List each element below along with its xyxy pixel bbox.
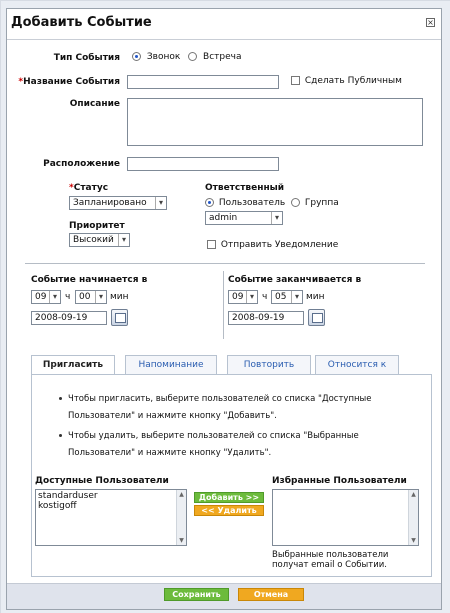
event-name-label: *Название События [18, 77, 120, 87]
description-label: Описание [69, 99, 120, 109]
chevron-down-icon: ▾ [118, 234, 129, 246]
start-hour-select[interactable] [31, 290, 61, 304]
radio-user[interactable] [205, 198, 214, 207]
responsible-user-select[interactable] [205, 211, 283, 225]
end-minute-select[interactable] [271, 290, 303, 304]
tab-repeat[interactable]: Повторить [227, 355, 311, 374]
status-select[interactable] [69, 196, 167, 210]
description-textarea[interactable] [127, 98, 423, 146]
priority-select[interactable] [69, 233, 130, 247]
responsible-radios [205, 198, 339, 208]
start-minute-unit: мин [110, 292, 129, 302]
radio-meeting-label: Встреча [203, 52, 242, 62]
invite-instructions [46, 391, 376, 462]
end-hour-select[interactable] [228, 290, 258, 304]
date-divider [223, 271, 224, 339]
available-users-list[interactable] [35, 489, 187, 546]
tab-related-to[interactable]: Относится к [315, 355, 399, 374]
scrollbar[interactable] [408, 490, 418, 545]
public-checkbox[interactable] [291, 76, 300, 85]
public-checkbox-label: Сделать Публичным [304, 76, 402, 86]
selected-users-list[interactable] [272, 489, 419, 546]
title-divider [7, 39, 441, 40]
save-button[interactable]: Сохранить [164, 588, 229, 601]
end-hour-unit: ч [262, 292, 268, 302]
radio-call-label: Звонок [146, 52, 181, 62]
chevron-down-icon: ▾ [95, 291, 106, 303]
calendar-icon[interactable] [111, 309, 128, 326]
start-minute-select[interactable] [75, 290, 107, 304]
start-hour-unit: ч [65, 292, 71, 302]
end-minute-value: 05 [275, 292, 287, 302]
location-label: Расположение [43, 159, 120, 169]
event-type-radios [132, 52, 242, 62]
end-date-input[interactable]: 2008-09-19 [228, 311, 304, 325]
chevron-down-icon: ▾ [155, 197, 166, 209]
status-select-value: Запланировано [73, 198, 147, 208]
scrollbar[interactable] [176, 490, 186, 545]
scroll-up-icon[interactable]: ▲ [179, 491, 184, 498]
close-icon[interactable]: × [427, 18, 434, 27]
status-label: *Статус [69, 183, 109, 193]
chevron-down-icon: ▾ [271, 212, 282, 224]
chevron-down-icon: ▾ [49, 291, 60, 303]
background-line [0, 0, 1, 613]
location-input[interactable] [127, 157, 279, 171]
end-label: Событие заканчивается в [228, 275, 362, 285]
scroll-down-icon[interactable]: ▼ [179, 537, 184, 544]
section-divider [25, 263, 425, 264]
instruction-item: Чтобы удалить, выберите пользователей со списка "Выбранные Пользователи" и нажмите кнопку "Удалить". [46, 428, 376, 462]
notify-checkbox[interactable] [207, 240, 216, 249]
start-date-input[interactable]: 2008-09-19 [31, 311, 107, 325]
start-minute-value: 00 [79, 292, 91, 302]
radio-call[interactable] [132, 52, 141, 61]
radio-group-label: Группа [304, 198, 339, 208]
end-hour-value: 09 [232, 292, 244, 302]
public-checkbox-group [291, 76, 402, 86]
invite-tab-panel [31, 374, 432, 577]
event-name-input[interactable] [127, 75, 279, 89]
responsible-user-value: admin [209, 213, 238, 223]
selected-users-label: Избранные Пользователи [272, 476, 407, 486]
tab-reminder[interactable]: Напоминание [125, 355, 217, 374]
event-type-label: Тип События [53, 53, 120, 63]
priority-select-value: Высокий [73, 235, 114, 245]
end-minute-unit: мин [306, 292, 325, 302]
tab-invite[interactable]: Пригласить [31, 355, 115, 375]
background-line [0, 0, 450, 1]
add-event-dialog [6, 8, 442, 610]
add-user-button[interactable]: Добавить >> [194, 492, 264, 503]
start-label: Событие начинается в [31, 275, 148, 285]
start-hour-value: 09 [35, 292, 47, 302]
notify-checkbox-label: Отправить Уведомление [220, 240, 339, 250]
dialog-title: Добавить Событие [11, 15, 152, 30]
scroll-up-icon[interactable]: ▲ [411, 491, 416, 498]
list-item[interactable]: standarduser [38, 491, 98, 501]
available-users-label: Доступные Пользователи [35, 476, 169, 486]
priority-label: Приоритет [69, 221, 125, 231]
radio-meeting[interactable] [188, 52, 197, 61]
notify-checkbox-group [207, 240, 338, 250]
chevron-down-icon: ▾ [291, 291, 302, 303]
list-item[interactable]: kostigoff [38, 501, 77, 511]
remove-user-button[interactable]: << Удалить [194, 505, 264, 516]
calendar-icon[interactable] [308, 309, 325, 326]
selected-users-note: Выбранные пользователи получат email о Событии. [272, 550, 389, 570]
cancel-button[interactable]: Отмена [238, 588, 304, 601]
responsible-label: Ответственный [205, 183, 285, 193]
scroll-down-icon[interactable]: ▼ [411, 537, 416, 544]
radio-user-label: Пользователь [218, 198, 286, 208]
chevron-down-icon: ▾ [246, 291, 257, 303]
radio-group[interactable] [291, 198, 300, 207]
instruction-item: Чтобы пригласить, выберите пользователей со списка "Доступные Пользователи" и нажмите кнопку "Добавить". [46, 391, 376, 425]
